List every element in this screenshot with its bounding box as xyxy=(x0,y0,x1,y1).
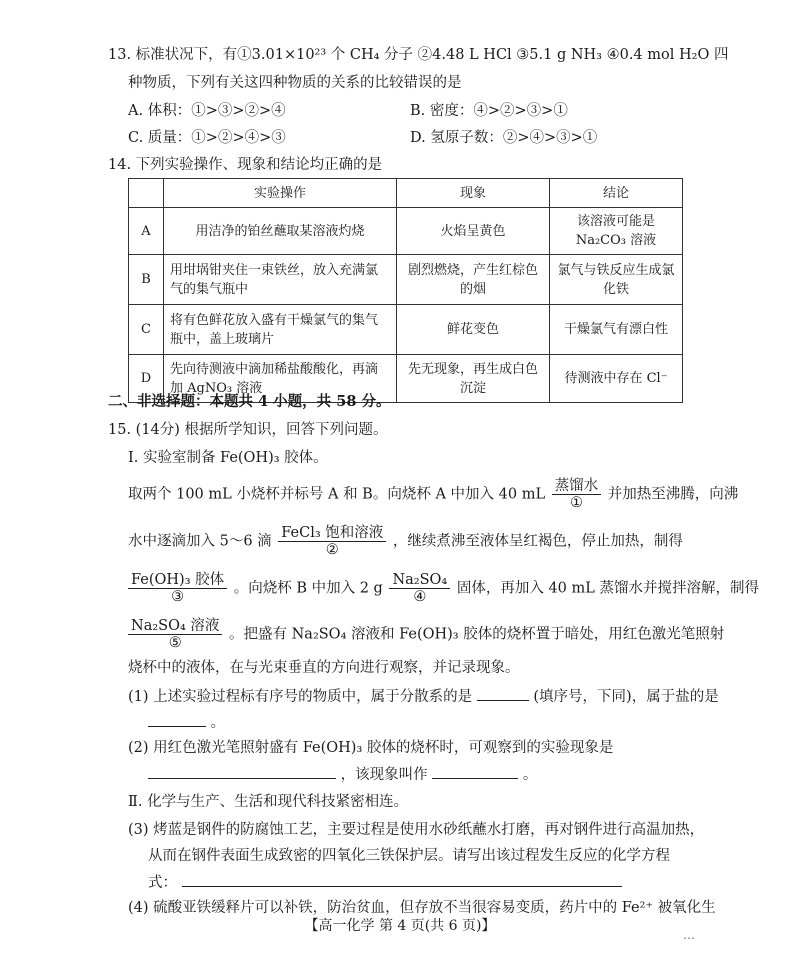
text-segment: 。把盛有 Na₂SO₄ 溶液和 Fe(OH)₃ 胶体的烧杯置于暗处，用红色激光笔照射 xyxy=(229,626,725,643)
row-operation: 先向待测液中滴加稀盐酸酸化，再滴加 AgNO₃ 溶液 xyxy=(164,355,397,403)
q15-sub2-cont xyxy=(148,764,537,785)
q15-paragraph-line4 xyxy=(128,618,724,651)
experiment-table xyxy=(128,178,683,403)
section-title: 二、非选择题：本题共 4 小题，共 58 分。 xyxy=(108,393,391,410)
table-header-cell: 实验操作 xyxy=(164,179,397,208)
answer-blank-2[interactable] xyxy=(148,712,206,727)
row-conclusion: 氯气与铁反应生成氯化铁 xyxy=(550,255,683,305)
text-segment: 取两个 100 mL 小烧杯并标号 A 和 B。向烧杯 A 中加入 40 mL xyxy=(128,486,546,503)
page-footer: 【高一化学 第 4 页(共 6 页)】 xyxy=(304,918,496,934)
q13-line2: 种物质，下列有关这四种物质的关系的比较错误的是 xyxy=(128,75,462,91)
row-phenomenon: 火焰呈黄色 xyxy=(397,208,550,255)
label-fraction-3 xyxy=(128,572,227,605)
label-text: Na₂SO₄ xyxy=(389,572,450,589)
q15-sub3-line1: (3) 烤蓝是钢件的防腐蚀工艺，主要过程是使用水砂纸蘸水打磨，再对钢件进行高温加热， xyxy=(128,822,705,838)
row-conclusion: 待测液中存在 Cl⁻ xyxy=(550,355,683,403)
table-header-row xyxy=(129,179,683,208)
label-fraction-1 xyxy=(552,478,602,511)
label-text: Na₂SO₄ 溶液 xyxy=(128,618,222,635)
answer-blank-3[interactable] xyxy=(148,764,336,779)
row-operation: 将有色鲜花放入盛有干燥氯气的集气瓶中，盖上玻璃片 xyxy=(164,305,397,355)
q13-option-a: A. 体积：①>③>②>④ xyxy=(128,103,286,119)
label-number: ⑤ xyxy=(168,635,182,651)
row-operation: 用洁净的铂丝蘸取某溶液灼烧 xyxy=(164,208,397,255)
q14-stem: 14. 下列实验操作、现象和结论均正确的是 xyxy=(108,157,383,173)
text-segment: (填序号，下同)，属于盐的是 xyxy=(533,689,719,705)
row-phenomenon: 先无现象，再生成白色沉淀 xyxy=(397,355,550,403)
q15-paragraph-line5: 烧杯中的液体，在与光束垂直的方向进行观察，并记录现象。 xyxy=(128,660,520,676)
q15-sub1-cont xyxy=(148,712,225,733)
q15-sub3-line2: 从而在钢件表面生成致密的四氧化三铁保护层。请写出该过程发生反应的化学方程 xyxy=(148,848,670,864)
row-operation: 用坩埚钳夹住一束铁丝，放入充满氯气的集气瓶中 xyxy=(164,255,397,305)
q15-stem: 15. (14分) 根据所学知识，回答下列问题。 xyxy=(108,422,388,438)
q13-option-d: D. 氢原子数：②>④>③>① xyxy=(410,130,598,146)
answer-blank-1[interactable] xyxy=(477,686,529,701)
text-segment: 。向烧杯 B 中加入 2 g xyxy=(233,580,383,597)
text-segment: 水中逐滴加入 5～6 滴 xyxy=(128,533,272,550)
text-segment: 。 xyxy=(522,767,538,783)
q15-sub2: (2) 用红色激光笔照射盛有 Fe(OH)₃ 胶体的烧杯时，可观察到的实验现象是 xyxy=(128,740,614,756)
q13-option-b: B. 密度：④>②>③>① xyxy=(410,103,568,119)
q15-paragraph-line2 xyxy=(128,525,683,558)
text-segment: 式： xyxy=(148,875,177,891)
row-conclusion: 干燥氯气有漂白性 xyxy=(550,305,683,355)
text-segment: ，该现象叫作 xyxy=(340,767,428,783)
label-number: ④ xyxy=(413,589,427,605)
text-segment: (1) 上述实验过程标有序号的物质中，属于分散系的是 xyxy=(128,689,473,705)
row-phenomenon: 鲜花变色 xyxy=(397,305,550,355)
answer-blank-4[interactable] xyxy=(432,764,518,779)
label-number: ① xyxy=(569,495,583,511)
table-header-cell: 结论 xyxy=(550,179,683,208)
row-phenomenon: 剧烈燃烧，产生红棕色的烟 xyxy=(397,255,550,305)
row-key: B xyxy=(129,255,164,305)
q15-part2-title: Ⅱ. 化学与生产、生活和现代科技紧密相连。 xyxy=(128,794,409,810)
q15-part1-title: Ⅰ. 实验室制备 Fe(OH)₃ 胶体。 xyxy=(128,450,328,466)
table-header-cell xyxy=(129,179,164,208)
table-row xyxy=(129,208,683,255)
table-row xyxy=(129,255,683,305)
q15-sub4-line1: (4) 硫酸亚铁缓释片可以补铁，防治贫血，但存放不当很容易变质，药片中的 Fe²⁺ 被氧化生 xyxy=(128,900,716,916)
label-text: Fe(OH)₃ 胶体 xyxy=(128,572,227,589)
label-fraction-2 xyxy=(278,525,386,558)
q15-paragraph-line3 xyxy=(128,572,759,605)
text-segment: 固体，再加入 40 mL 蒸馏水并搅拌溶解，制得 xyxy=(456,580,759,597)
label-number: ③ xyxy=(171,589,185,605)
label-fraction-4 xyxy=(389,572,450,605)
row-key: D xyxy=(129,355,164,403)
text-segment: ，继续煮沸至液体呈红褐色，停止加热，制得 xyxy=(392,533,683,550)
text-segment: 。 xyxy=(210,715,226,731)
label-text: FeCl₃ 饱和溶液 xyxy=(278,525,386,542)
row-key: C xyxy=(129,305,164,355)
q13-line1: 13. 标准状况下，有①3.01×10²³ 个 CH₄ 分子 ②4.48 L HCl ③5.1 g NH₃ ④0.4 mol H₂O 四 xyxy=(108,47,729,63)
table-header-cell: 现象 xyxy=(397,179,550,208)
row-conclusion: 该溶液可能是 Na₂CO₃ 溶液 xyxy=(550,208,683,255)
q15-sub3-line3 xyxy=(148,872,622,893)
text-segment: 并加热至沸腾，向沸 xyxy=(607,486,739,503)
label-number: ② xyxy=(325,542,339,558)
q15-sub1 xyxy=(128,686,719,707)
corner-mark: … xyxy=(683,928,695,942)
label-text: 蒸馏水 xyxy=(552,478,602,495)
label-fraction-5 xyxy=(128,618,222,651)
answer-blank-5[interactable] xyxy=(182,872,622,887)
table-row xyxy=(129,305,683,355)
row-key: A xyxy=(129,208,164,255)
q13-option-c: C. 质量：①>②>④>③ xyxy=(128,130,286,146)
q15-paragraph-line1 xyxy=(128,478,738,511)
